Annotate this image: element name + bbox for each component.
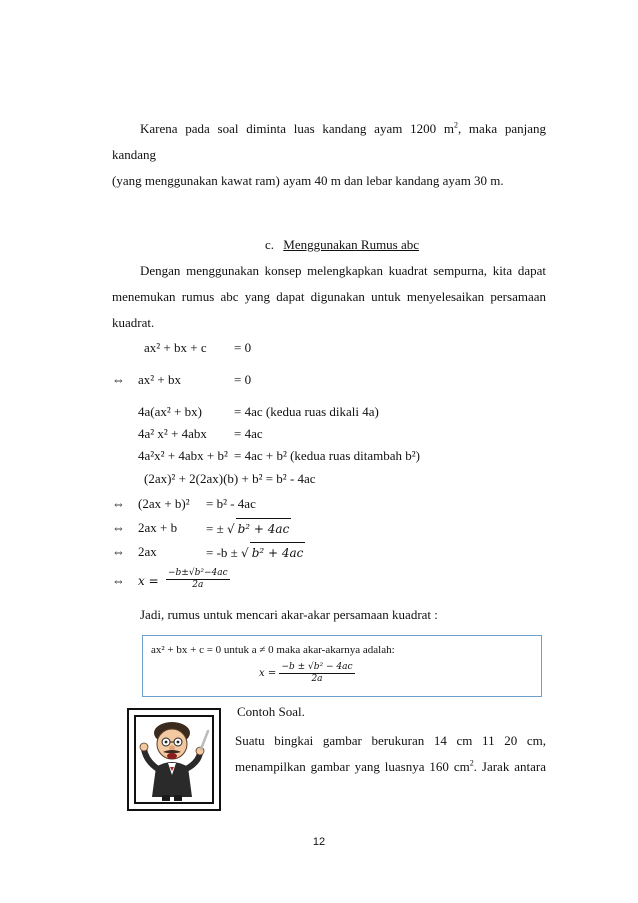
iff-symbol: ⇔ [112, 573, 125, 588]
row6-expression: (2ax)² + 2(2ax)(b) + b² = b² - 4ac [144, 471, 316, 486]
derivation-row-3 [0, 402, 638, 422]
formula-fraction [279, 662, 354, 685]
row9-rhs-prefix: = -b ± [206, 545, 238, 560]
row10-denominator: 2a [192, 580, 204, 590]
iff-symbol: ⇔ [112, 372, 125, 387]
conclusion-text: Jadi, rumus untuk mencari akar-akar persamaan kuadrat : [140, 607, 438, 622]
row2-lhs: ax² + bx [138, 372, 181, 387]
formula-box [142, 635, 542, 697]
row5-rhs: = 4ac + b² (kedua ruas ditambah b²) [234, 448, 420, 463]
row8-rhs-prefix: = ± [206, 521, 224, 536]
row8-radicand: b² + 4ac [236, 518, 292, 539]
intro-line1-a: Karena pada soal diminta luas kandang ayam 1200 m [140, 121, 454, 136]
formula-denominator: 2a [311, 674, 323, 684]
row7-rhs: = b² - 4ac [206, 496, 256, 511]
derivation-row-2 [0, 370, 638, 390]
formula-expression [259, 662, 355, 685]
example-heading: Contoh Soal. [237, 704, 305, 719]
iff-symbol: ⇔ [112, 496, 125, 511]
derivation-row-4 [0, 424, 638, 444]
cartoon-teacher-illustration [136, 717, 212, 802]
formula-numerator: −b ± √b² − 4ac [281, 662, 353, 672]
derivation-row-5 [0, 446, 638, 466]
row10-lhs: x = [138, 574, 159, 588]
example-line2-a: menampilkan gambar yang luasnya 160 cm [235, 759, 470, 774]
derivation-row-10 [0, 566, 638, 596]
intro-paragraph [112, 116, 546, 194]
row2-rhs: = 0 [234, 372, 252, 387]
derivation-row-9 [0, 542, 638, 562]
row10-numerator: −b±√b²−4ac [168, 568, 228, 578]
row7-lhs: (2ax + b)² [138, 496, 190, 511]
derivation-row-7 [0, 494, 638, 514]
section-marker: c. [265, 237, 275, 252]
row10-fraction [166, 568, 230, 591]
example-line-1: Suatu bingkai gambar berukuran 14 cm 11 20 cm, [235, 733, 546, 748]
derivation-row-6 [0, 469, 638, 489]
example-line2-sup: 2 [469, 758, 474, 768]
intro-line2: (yang menggunakan kawat ram) ayam 40 m dan lebar kandang ayam 30 m. [112, 173, 504, 188]
row9-lhs: 2ax [138, 544, 157, 559]
example-line-2 [235, 754, 546, 780]
section-heading [265, 235, 419, 255]
row3-lhs: 4a(ax² + bx) [138, 404, 202, 419]
row3-rhs: = 4ac (kedua ruas dikali 4a) [234, 404, 379, 419]
row1-rhs: = 0 [234, 340, 252, 355]
page-number: 12 [312, 836, 326, 848]
iff-symbol: ⇔ [112, 544, 125, 559]
row9-rhs: = -b ± √ b² + 4ac [206, 542, 305, 563]
row5-lhs: 4a²x² + 4abx + b² [138, 448, 228, 463]
row4-lhs: 4a² x² + 4abx [138, 426, 207, 441]
intro-line1-sup: 2 [453, 120, 458, 130]
derivation-row-8 [0, 518, 638, 538]
row4-rhs: = 4ac [234, 426, 263, 441]
row8-rhs: = ± √ b² + 4ac [206, 518, 291, 539]
row9-radicand: b² + 4ac [250, 542, 306, 563]
row8-lhs: 2ax + b [138, 520, 178, 535]
row1-lhs: ax² + bx + c [144, 340, 207, 355]
body-paragraph: Dengan menggunakan konsep melengkapkan kuadrat sempurna, kita dapat menemukan rumus abc yang dapat digunakan untuk menyelesaikan persamaan kuadrat. [112, 263, 546, 330]
derivation-row-1 [0, 338, 638, 358]
formula-statement: ax² + bx + c = 0 untuk a ≠ 0 maka akar-akarnya adalah: [151, 644, 395, 656]
iff-symbol: ⇔ [112, 520, 125, 535]
example-line2-b: . Jarak antara [473, 759, 546, 774]
formula-lhs: x = [259, 668, 277, 679]
section-title: Menggunakan Rumus abc [283, 237, 420, 252]
intro-line1-b: , maka panjang kandang [112, 121, 546, 162]
